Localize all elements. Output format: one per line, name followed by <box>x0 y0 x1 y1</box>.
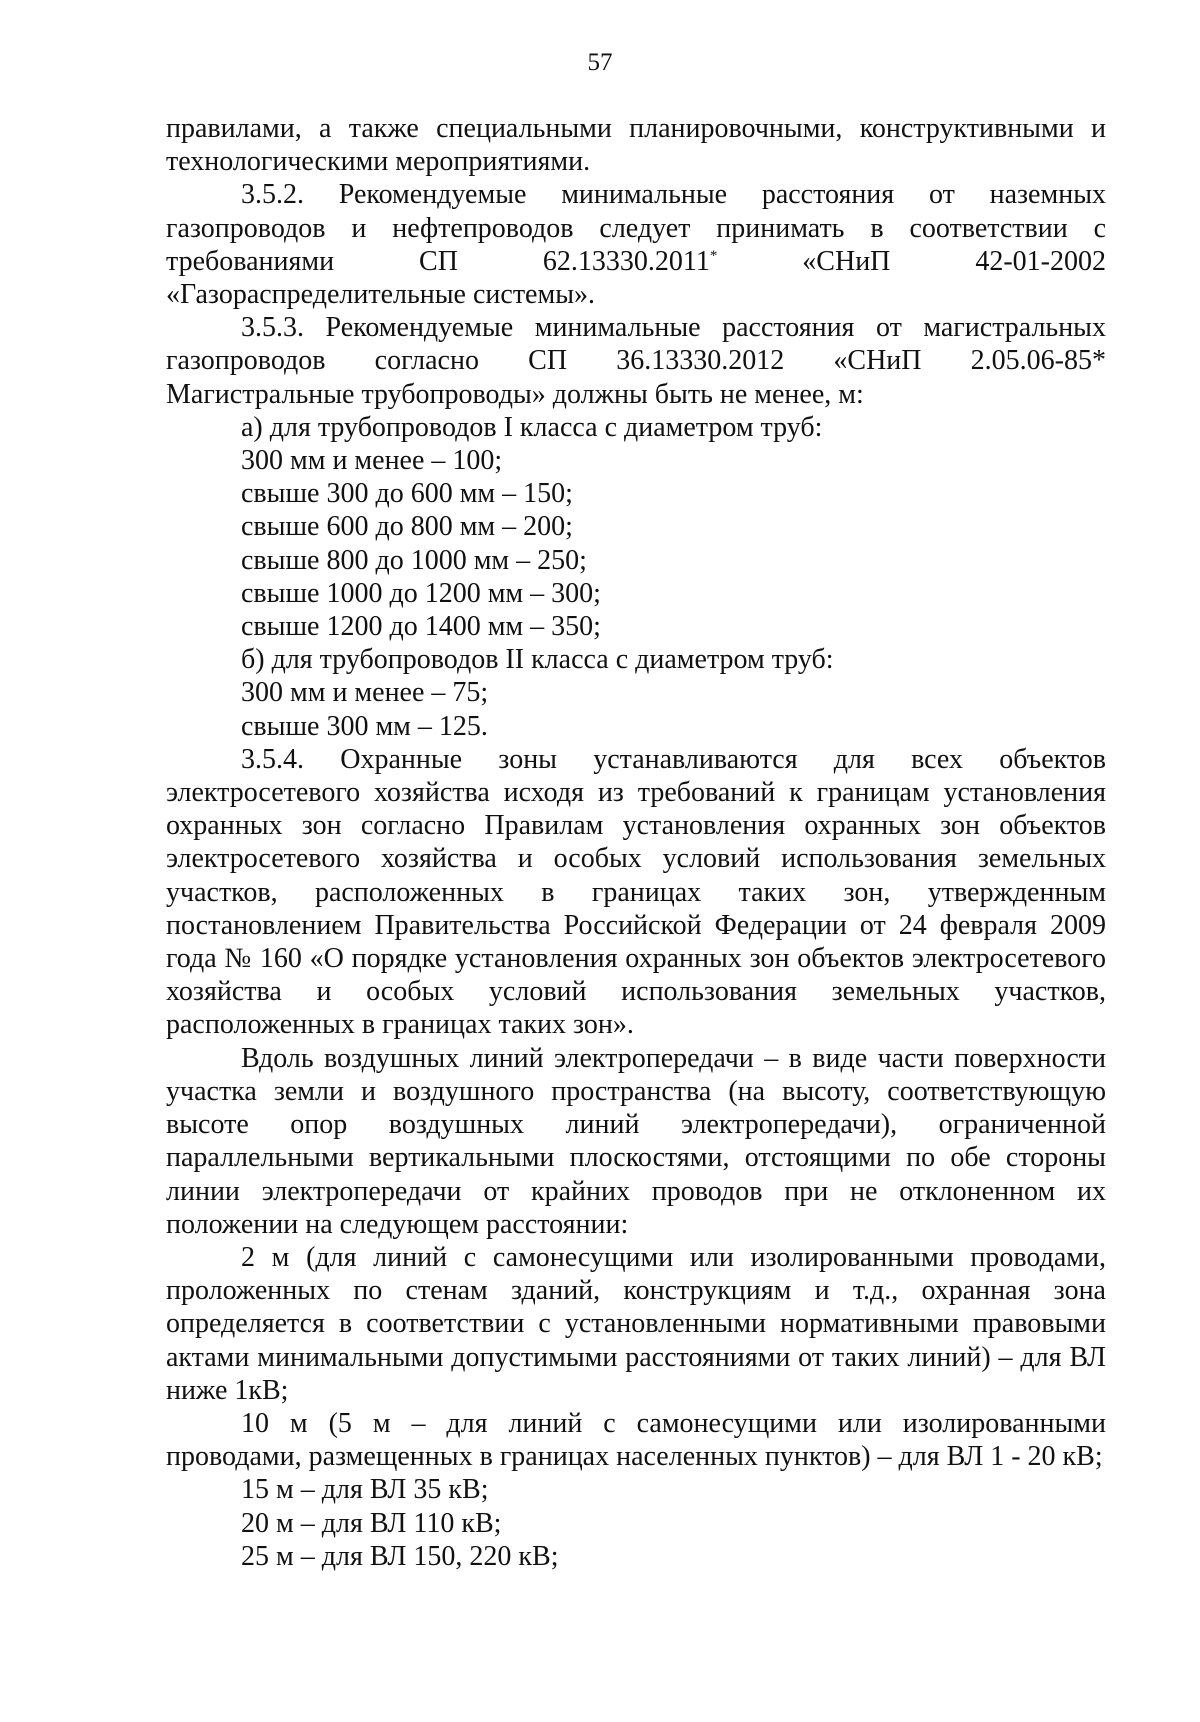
paragraph-power-lines: Вдоль воздушных линий электропередачи – в виде части поверхности участка земли и воздушного пространства (на высоту, соответствующую высоте опор воздушных линий электропередачи), ограниченной параллельными вертикальными плоскостями, отстоящими по обе стороны линии электропередачи от крайних проводов при не отклоненном их положении на следующем расстоянии: <box>166 1042 1106 1240</box>
paragraph-3-5-3-line-2: газопроводов согласно СП 36.13330.2012 «СНиП 2.05.06-85* <box>166 345 1106 377</box>
paragraph-3-5-3 <box>166 311 1106 411</box>
paragraph-3-5-2-line-3 <box>166 245 1106 278</box>
asterisk-mark: * <box>709 247 718 264</box>
list-item: 15 м – для ВЛ 35 кВ; <box>241 1474 489 1506</box>
paragraph-3-5-2-line-1: 3.5.2. Рекомендуемые минимальные расстояния от наземных <box>241 179 1106 211</box>
snip-reference: «СНиП 42-01-2002 <box>717 245 1106 277</box>
list-item: б) для трубопроводов II класса с диаметром труб: <box>241 644 834 676</box>
document-body <box>166 112 1106 1573</box>
list-item: свыше 1200 до 1400 мм – 350; <box>241 611 601 643</box>
list-item: свыше 800 до 1000 мм – 250; <box>241 544 587 576</box>
paragraph-intro: правилами, а также специальными планировочными, конструктивными и технологическими мероприятиями. <box>166 113 1106 178</box>
list-class-2 <box>166 643 1106 743</box>
paragraph-3-5-3-line-1: 3.5.3. Рекомендуемые минимальные расстояния от магистральных <box>241 312 1106 344</box>
list-item: 20 м – для ВЛ 110 кВ; <box>241 1507 502 1539</box>
list-class-1 <box>166 411 1106 643</box>
list-item: свыше 600 до 800 мм – 200; <box>241 511 573 543</box>
paragraph-3-5-2-line-4: «Газораспределительные системы». <box>166 279 596 311</box>
list-item: свыше 300 мм – 125. <box>241 710 488 742</box>
list-item: 300 мм и менее – 75; <box>241 677 489 709</box>
list-voltage-zones <box>166 1473 1106 1573</box>
paragraph-3-5-2 <box>166 178 1106 311</box>
list-item: 300 мм и менее – 100; <box>241 445 503 477</box>
paragraph-2m: 2 м (для линий с самонесущими или изолированными проводами, проложенных по стенам зданий, конструкциям и т.д., охранная зона определяется в соответствии с установленными нормативными правовыми актами минимальными допустимыми расстояниями от таких линий) – для ВЛ ниже 1кВ; <box>166 1241 1106 1406</box>
page-number: 57 <box>587 49 613 76</box>
paragraph-10m: 10 м (5 м – для линий с самонесущими или изолированными проводами, размещенных в границах населенных пунктов) – для ВЛ 1 - 20 кВ; <box>166 1407 1106 1473</box>
sp-reference: требованиями СП 62.13330.2011 <box>166 245 710 277</box>
list-item: свыше 300 до 600 мм – 150; <box>241 478 573 510</box>
paragraph-3-5-2-line-2: газопроводов и нефтепроводов следует принимать в соответствии с <box>166 212 1106 244</box>
list-item: свыше 1000 до 1200 мм – 300; <box>241 577 601 609</box>
paragraph-3-5-4: 3.5.4. Охранные зоны устанавливаются для всех объектов электросетевого хозяйства исходя из требований к границам установления охранных зон согласно Правилам установления охранных зон объектов электросетевого хозяйства и особых условий использования земельных участков, расположенных в границах таких зон, утвержденным постановлением Правительства Российской Федерации от 24 февраля 2009 года № 160 «О порядке установления охранных зон объектов электросетевого хозяйства и особых условий использования земельных участков, расположенных в границах таких зон». <box>166 743 1106 1041</box>
paragraph-3-5-3-line-3: Магистральные трубопроводы» должны быть не менее, м: <box>166 378 864 410</box>
list-item: а) для трубопроводов I класса с диаметром труб: <box>241 411 823 443</box>
list-item: 25 м – для ВЛ 150, 220 кВ; <box>241 1540 559 1572</box>
